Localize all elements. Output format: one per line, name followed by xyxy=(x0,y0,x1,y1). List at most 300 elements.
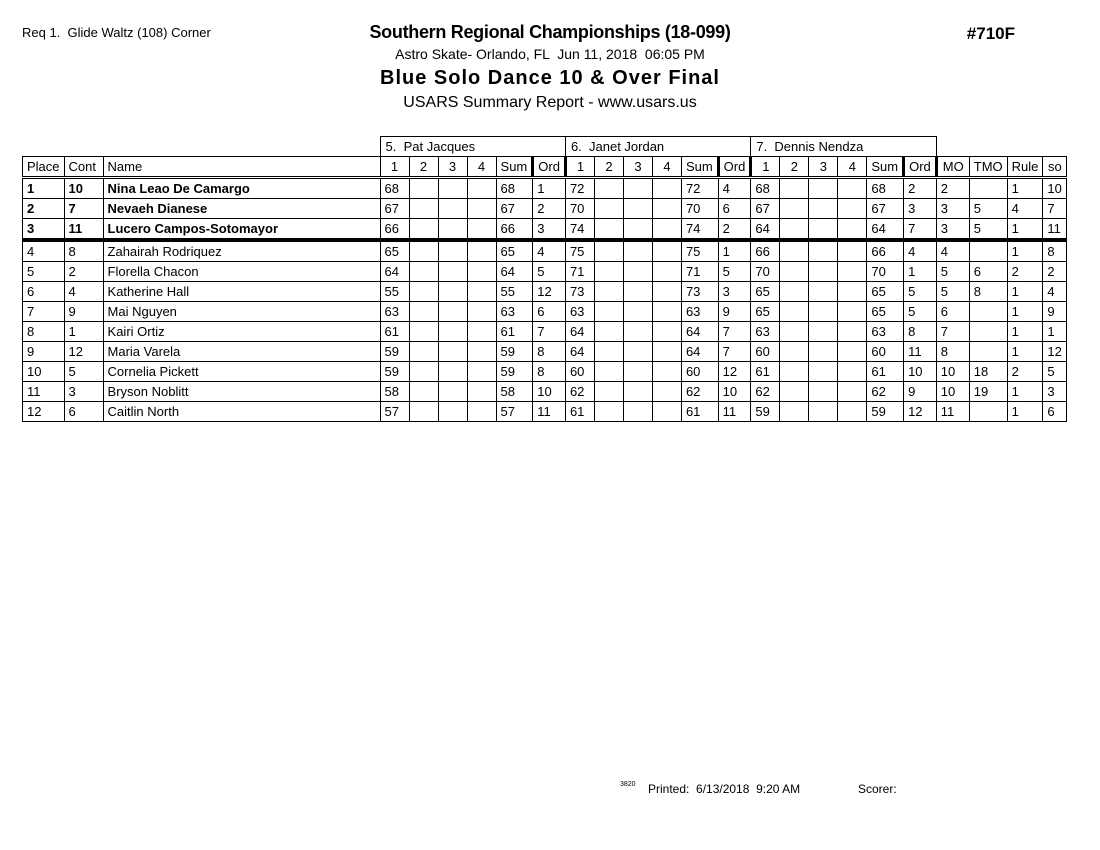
judge-mark-cell: 72 xyxy=(565,178,594,199)
contestant-number-cell: 10 xyxy=(64,178,103,199)
judge-ordinal-cell: 4 xyxy=(533,240,566,262)
judge-ordinal-cell: 5 xyxy=(904,302,937,322)
event-title: Blue Solo Dance 10 & Over Final xyxy=(380,67,720,90)
place-cell: 6 xyxy=(23,282,65,302)
judge-ordinal-cell: 8 xyxy=(533,342,566,362)
judge-mark-cell xyxy=(838,402,867,422)
judge-sum-cell: 59 xyxy=(867,402,904,422)
judge-mark-cell xyxy=(467,362,496,382)
contestant-number-cell: 2 xyxy=(64,262,103,282)
competition-title: Southern Regional Championships (18-099) xyxy=(369,22,731,42)
majority-ordinal-cell: 6 xyxy=(936,302,969,322)
column-header-row xyxy=(23,157,1067,178)
judge-mark-cell: 63 xyxy=(565,302,594,322)
place-cell: 8 xyxy=(23,322,65,342)
judge-mark-cell xyxy=(838,240,867,262)
judge-mark-cell xyxy=(809,178,838,199)
judge-mark-cell xyxy=(438,199,467,219)
judge-mark-cell xyxy=(652,302,681,322)
judge-mark-cell: 73 xyxy=(565,282,594,302)
results-table xyxy=(22,136,1067,422)
total-majority-ordinal-cell: 8 xyxy=(969,282,1007,302)
judge-mark-cell xyxy=(780,240,809,262)
majority-ordinal-cell: 7 xyxy=(936,322,969,342)
total-majority-ordinal-cell: 6 xyxy=(969,262,1007,282)
column-header-mark2: 2 xyxy=(780,157,809,178)
majority-ordinal-cell: 5 xyxy=(936,282,969,302)
judge-ordinal-cell: 12 xyxy=(718,362,751,382)
place-cell: 10 xyxy=(23,362,65,382)
judge-mark-cell xyxy=(652,342,681,362)
judge-mark-cell: 75 xyxy=(565,240,594,262)
skater-name-cell: Mai Nguyen xyxy=(103,302,380,322)
event-header xyxy=(0,23,1100,112)
judge-ordinal-cell: 6 xyxy=(718,199,751,219)
judge-ordinal-cell: 11 xyxy=(904,342,937,362)
judge-sum-cell: 75 xyxy=(681,240,718,262)
judge-mark-cell: 71 xyxy=(565,262,594,282)
column-header-mark3: 3 xyxy=(438,157,467,178)
judge-ordinal-cell: 11 xyxy=(533,402,566,422)
judge-sum-cell: 58 xyxy=(496,382,533,402)
judge-mark-cell xyxy=(438,282,467,302)
judge-mark-cell xyxy=(809,362,838,382)
judge-mark-cell xyxy=(594,382,623,402)
judge-mark-cell xyxy=(809,282,838,302)
judge-mark-cell xyxy=(623,322,652,342)
judge-ordinal-cell: 7 xyxy=(718,342,751,362)
contestant-number-cell: 3 xyxy=(64,382,103,402)
header-spacer xyxy=(936,137,1067,157)
judge-mark-cell xyxy=(780,302,809,322)
judge-sum-cell: 55 xyxy=(496,282,533,302)
judge-sum-cell: 60 xyxy=(681,362,718,382)
report-subtitle: USARS Summary Report - www.usars.us xyxy=(403,94,697,112)
judge-mark-cell xyxy=(438,402,467,422)
total-majority-ordinal-cell xyxy=(969,322,1007,342)
judge-sum-cell: 66 xyxy=(867,240,904,262)
judge-mark-cell xyxy=(438,342,467,362)
total-majority-ordinal-cell xyxy=(969,240,1007,262)
judge-mark-cell xyxy=(409,342,438,362)
skater-name-cell: Kairi Ortiz xyxy=(103,322,380,342)
judge-mark-cell xyxy=(809,342,838,362)
judge-mark-cell: 57 xyxy=(380,402,409,422)
judge-ordinal-cell: 12 xyxy=(533,282,566,302)
contestant-number-cell: 5 xyxy=(64,362,103,382)
rule-cell: 1 xyxy=(1007,322,1043,342)
judge-mark-cell: 67 xyxy=(751,199,780,219)
judge-mark-cell xyxy=(594,199,623,219)
judge-mark-cell xyxy=(652,322,681,342)
judge-sum-cell: 71 xyxy=(681,262,718,282)
skater-name-cell: Cornelia Pickett xyxy=(103,362,380,382)
scorer-label: Scorer: xyxy=(858,782,897,796)
skate-order-cell: 3 xyxy=(1043,382,1067,402)
judge-mark-cell xyxy=(809,219,838,241)
majority-ordinal-cell: 10 xyxy=(936,362,969,382)
judge-mark-cell xyxy=(594,302,623,322)
judge-ordinal-cell: 2 xyxy=(904,178,937,199)
place-cell: 2 xyxy=(23,199,65,219)
judge-mark-cell: 58 xyxy=(380,382,409,402)
judge-mark-cell: 64 xyxy=(565,342,594,362)
column-header-sum: Sum xyxy=(496,157,533,178)
judge-ordinal-cell: 9 xyxy=(718,302,751,322)
judge-mark-cell xyxy=(838,219,867,241)
judge-mark-cell xyxy=(623,262,652,282)
judge-mark-cell xyxy=(838,362,867,382)
judge-mark-cell xyxy=(438,302,467,322)
judge-mark-cell xyxy=(409,382,438,402)
judge-sum-cell: 68 xyxy=(867,178,904,199)
judge-sum-cell: 65 xyxy=(867,282,904,302)
judge-sum-cell: 72 xyxy=(681,178,718,199)
judge-ordinal-cell: 3 xyxy=(718,282,751,302)
judge-mark-cell xyxy=(409,302,438,322)
judge-ordinal-cell: 4 xyxy=(904,240,937,262)
judge-sum-cell: 63 xyxy=(496,302,533,322)
skater-name-cell: Zahairah Rodriquez xyxy=(103,240,380,262)
rule-cell: 1 xyxy=(1007,342,1043,362)
judge-mark-cell xyxy=(438,322,467,342)
judge-sum-cell: 68 xyxy=(496,178,533,199)
judge-mark-cell xyxy=(652,282,681,302)
judge-mark-cell xyxy=(623,342,652,362)
skate-order-cell: 6 xyxy=(1043,402,1067,422)
judge-mark-cell xyxy=(838,282,867,302)
column-header-tmo: TMO xyxy=(969,157,1007,178)
judge-mark-cell xyxy=(780,178,809,199)
skater-name-cell: Nina Leao De Camargo xyxy=(103,178,380,199)
judge-mark-cell: 62 xyxy=(565,382,594,402)
judge-mark-cell xyxy=(594,282,623,302)
column-header-so: so xyxy=(1043,157,1067,178)
column-header-mark1: 1 xyxy=(751,157,780,178)
judge-mark-cell xyxy=(467,382,496,402)
judge-mark-cell xyxy=(780,282,809,302)
judge-mark-cell: 63 xyxy=(380,302,409,322)
judge-mark-cell xyxy=(652,219,681,241)
judge-sum-cell: 60 xyxy=(867,342,904,362)
majority-ordinal-cell: 4 xyxy=(936,240,969,262)
judge-sum-cell: 62 xyxy=(867,382,904,402)
column-header-ord: Ord xyxy=(718,157,751,178)
place-cell: 4 xyxy=(23,240,65,262)
judge-sum-cell: 70 xyxy=(681,199,718,219)
judge-ordinal-cell: 11 xyxy=(718,402,751,422)
judge-sum-cell: 63 xyxy=(867,322,904,342)
skate-order-cell: 9 xyxy=(1043,302,1067,322)
skate-order-cell: 7 xyxy=(1043,199,1067,219)
judge-mark-cell: 66 xyxy=(751,240,780,262)
judge-sum-cell: 64 xyxy=(496,262,533,282)
place-cell: 1 xyxy=(23,178,65,199)
place-cell: 3 xyxy=(23,219,65,241)
judge-mark-cell xyxy=(594,219,623,241)
judge-mark-cell xyxy=(652,362,681,382)
column-header-name: Name xyxy=(103,157,380,178)
skate-order-cell: 8 xyxy=(1043,240,1067,262)
majority-ordinal-cell: 3 xyxy=(936,199,969,219)
judge-mark-cell: 64 xyxy=(751,219,780,241)
majority-ordinal-cell: 3 xyxy=(936,219,969,241)
judge-mark-cell xyxy=(409,199,438,219)
column-header-place: Place xyxy=(23,157,65,178)
total-majority-ordinal-cell: 18 xyxy=(969,362,1007,382)
judge-mark-cell: 60 xyxy=(751,342,780,362)
judge-mark-cell xyxy=(467,240,496,262)
contestant-number-cell: 4 xyxy=(64,282,103,302)
column-header-rule: Rule xyxy=(1007,157,1043,178)
judge-sum-cell: 65 xyxy=(867,302,904,322)
judge-mark-cell xyxy=(467,322,496,342)
judge-mark-cell xyxy=(809,262,838,282)
judge-mark-cell xyxy=(438,178,467,199)
judge-mark-cell: 59 xyxy=(751,402,780,422)
judge-sum-cell: 70 xyxy=(867,262,904,282)
column-header-mo: MO xyxy=(936,157,969,178)
column-header-mark3: 3 xyxy=(623,157,652,178)
judge-mark-cell xyxy=(623,382,652,402)
judge-mark-cell xyxy=(438,240,467,262)
judge-mark-cell xyxy=(623,178,652,199)
rule-cell: 1 xyxy=(1007,282,1043,302)
judge-mark-cell: 62 xyxy=(751,382,780,402)
judge-ordinal-cell: 5 xyxy=(718,262,751,282)
judge-sum-cell: 65 xyxy=(496,240,533,262)
judge-sum-cell: 67 xyxy=(867,199,904,219)
table-row xyxy=(23,382,1067,402)
judge-mark-cell xyxy=(652,240,681,262)
judge-mark-cell xyxy=(809,322,838,342)
judge-mark-cell xyxy=(438,262,467,282)
majority-ordinal-cell: 8 xyxy=(936,342,969,362)
judge-sum-cell: 59 xyxy=(496,362,533,382)
table-row xyxy=(23,262,1067,282)
column-header-mark4: 4 xyxy=(652,157,681,178)
judge-mark-cell: 66 xyxy=(380,219,409,241)
judge-mark-cell: 68 xyxy=(751,178,780,199)
skate-order-cell: 5 xyxy=(1043,362,1067,382)
judge-sum-cell: 61 xyxy=(867,362,904,382)
column-header-mark4: 4 xyxy=(838,157,867,178)
judge-ordinal-cell: 3 xyxy=(904,199,937,219)
judge-sum-cell: 73 xyxy=(681,282,718,302)
judge-mark-cell xyxy=(780,199,809,219)
rule-cell: 4 xyxy=(1007,199,1043,219)
judge-mark-cell xyxy=(623,199,652,219)
place-cell: 12 xyxy=(23,402,65,422)
rule-cell: 1 xyxy=(1007,178,1043,199)
contestant-number-cell: 1 xyxy=(64,322,103,342)
judge-mark-cell xyxy=(467,199,496,219)
skater-name-cell: Florella Chacon xyxy=(103,262,380,282)
judge-mark-cell xyxy=(467,178,496,199)
judge-mark-cell: 65 xyxy=(751,282,780,302)
judge-ordinal-cell: 7 xyxy=(533,322,566,342)
judge-mark-cell xyxy=(409,282,438,302)
place-cell: 9 xyxy=(23,342,65,362)
judge-mark-cell xyxy=(467,282,496,302)
place-cell: 5 xyxy=(23,262,65,282)
judge-mark-cell xyxy=(780,262,809,282)
skate-order-cell: 11 xyxy=(1043,219,1067,241)
judge-sum-cell: 66 xyxy=(496,219,533,241)
total-majority-ordinal-cell: 5 xyxy=(969,199,1007,219)
judge-mark-cell xyxy=(409,178,438,199)
judge-mark-cell: 55 xyxy=(380,282,409,302)
judge-mark-cell xyxy=(652,178,681,199)
judge-mark-cell xyxy=(438,219,467,241)
judge-sum-cell: 64 xyxy=(867,219,904,241)
judge-mark-cell xyxy=(467,302,496,322)
print-code: 3820 xyxy=(620,781,636,788)
judge-mark-cell xyxy=(652,382,681,402)
judge-ordinal-cell: 5 xyxy=(533,262,566,282)
judge-mark-cell xyxy=(809,402,838,422)
majority-ordinal-cell: 5 xyxy=(936,262,969,282)
judge-mark-cell: 64 xyxy=(565,322,594,342)
judge-sum-cell: 64 xyxy=(681,342,718,362)
report-number: #710F xyxy=(966,24,1015,43)
judge-ordinal-cell: 1 xyxy=(533,178,566,199)
total-majority-ordinal-cell: 5 xyxy=(969,219,1007,241)
judge-mark-cell xyxy=(780,342,809,362)
rule-cell: 2 xyxy=(1007,362,1043,382)
judge-ordinal-cell: 3 xyxy=(533,219,566,241)
judge-mark-cell xyxy=(409,402,438,422)
judge-mark-cell xyxy=(594,178,623,199)
column-header-mark1: 1 xyxy=(380,157,409,178)
judge-ordinal-cell: 8 xyxy=(904,322,937,342)
judge-mark-cell xyxy=(838,199,867,219)
judge-mark-cell xyxy=(809,382,838,402)
judge-mark-cell xyxy=(438,362,467,382)
rule-cell: 2 xyxy=(1007,262,1043,282)
majority-ordinal-cell: 11 xyxy=(936,402,969,422)
judge-mark-cell xyxy=(409,219,438,241)
table-row xyxy=(23,240,1067,262)
column-header-sum: Sum xyxy=(681,157,718,178)
contestant-number-cell: 7 xyxy=(64,199,103,219)
judge-mark-cell xyxy=(838,382,867,402)
majority-ordinal-cell: 10 xyxy=(936,382,969,402)
judge-mark-cell xyxy=(409,362,438,382)
judge-mark-cell: 64 xyxy=(380,262,409,282)
judge-ordinal-cell: 10 xyxy=(533,382,566,402)
skater-name-cell: Lucero Campos-Sotomayor xyxy=(103,219,380,241)
place-cell: 11 xyxy=(23,382,65,402)
column-header-mark3: 3 xyxy=(809,157,838,178)
judge-mark-cell: 63 xyxy=(751,322,780,342)
judge-mark-cell: 60 xyxy=(565,362,594,382)
judge-mark-cell: 61 xyxy=(751,362,780,382)
judge-mark-cell xyxy=(623,219,652,241)
judge-mark-cell: 61 xyxy=(565,402,594,422)
judge-header-3: 7. Dennis Nendza xyxy=(751,137,936,157)
judge-mark-cell xyxy=(838,322,867,342)
judge-mark-cell xyxy=(467,402,496,422)
judge-mark-cell: 59 xyxy=(380,362,409,382)
column-header-mark2: 2 xyxy=(594,157,623,178)
skater-name-cell: Nevaeh Dianese xyxy=(103,199,380,219)
judge-mark-cell: 70 xyxy=(565,199,594,219)
judge-ordinal-cell: 9 xyxy=(904,382,937,402)
column-header-ord: Ord xyxy=(904,157,937,178)
judge-sum-cell: 62 xyxy=(681,382,718,402)
judge-mark-cell: 68 xyxy=(380,178,409,199)
total-majority-ordinal-cell xyxy=(969,178,1007,199)
judge-mark-cell xyxy=(780,382,809,402)
total-majority-ordinal-cell: 19 xyxy=(969,382,1007,402)
judge-mark-cell xyxy=(780,402,809,422)
judge-ordinal-cell: 6 xyxy=(533,302,566,322)
venue-datetime: Astro Skate- Orlando, FL Jun 11, 2018 06:05 PM xyxy=(395,45,705,62)
judge-mark-cell xyxy=(623,302,652,322)
judge-mark-cell xyxy=(594,262,623,282)
table-row xyxy=(23,402,1067,422)
judge-mark-cell: 70 xyxy=(751,262,780,282)
skate-order-cell: 2 xyxy=(1043,262,1067,282)
table-row xyxy=(23,322,1067,342)
rule-cell: 1 xyxy=(1007,382,1043,402)
requirement-line: Req 1. Glide Waltz (108) Corner xyxy=(22,25,211,40)
judge-sum-cell: 59 xyxy=(496,342,533,362)
contestant-number-cell: 9 xyxy=(64,302,103,322)
column-header-cont: Cont xyxy=(64,157,103,178)
printed-timestamp: Printed: 6/13/2018 9:20 AM xyxy=(648,782,801,796)
judge-header-1: 5. Pat Jacques xyxy=(380,137,565,157)
rule-cell: 1 xyxy=(1007,240,1043,262)
judge-sum-cell: 57 xyxy=(496,402,533,422)
contestant-number-cell: 11 xyxy=(64,219,103,241)
rule-cell: 1 xyxy=(1007,302,1043,322)
judge-sum-cell: 74 xyxy=(681,219,718,241)
skate-order-cell: 10 xyxy=(1043,178,1067,199)
judge-ordinal-cell: 12 xyxy=(904,402,937,422)
rule-cell: 1 xyxy=(1007,402,1043,422)
judge-mark-cell xyxy=(652,199,681,219)
judge-ordinal-cell: 2 xyxy=(533,199,566,219)
contestant-number-cell: 8 xyxy=(64,240,103,262)
judge-mark-cell xyxy=(467,342,496,362)
judge-mark-cell xyxy=(780,362,809,382)
judge-ordinal-cell: 7 xyxy=(904,219,937,241)
total-majority-ordinal-cell xyxy=(969,402,1007,422)
judge-ordinal-cell: 4 xyxy=(718,178,751,199)
judge-mark-cell xyxy=(838,302,867,322)
column-header-mark4: 4 xyxy=(467,157,496,178)
judge-mark-cell xyxy=(780,219,809,241)
judge-ordinal-cell: 10 xyxy=(718,382,751,402)
judge-mark-cell xyxy=(652,262,681,282)
judge-mark-cell xyxy=(594,402,623,422)
table-row xyxy=(23,178,1067,199)
judge-sum-cell: 63 xyxy=(681,302,718,322)
judge-mark-cell xyxy=(594,240,623,262)
skater-name-cell: Bryson Noblitt xyxy=(103,382,380,402)
judge-mark-cell: 59 xyxy=(380,342,409,362)
judge-mark-cell xyxy=(409,262,438,282)
judge-mark-cell xyxy=(652,402,681,422)
judge-mark-cell: 65 xyxy=(380,240,409,262)
judge-ordinal-cell: 1 xyxy=(718,240,751,262)
judge-mark-cell xyxy=(409,240,438,262)
judge-ordinal-cell: 1 xyxy=(904,262,937,282)
table-row xyxy=(23,302,1067,322)
judge-mark-cell xyxy=(838,178,867,199)
